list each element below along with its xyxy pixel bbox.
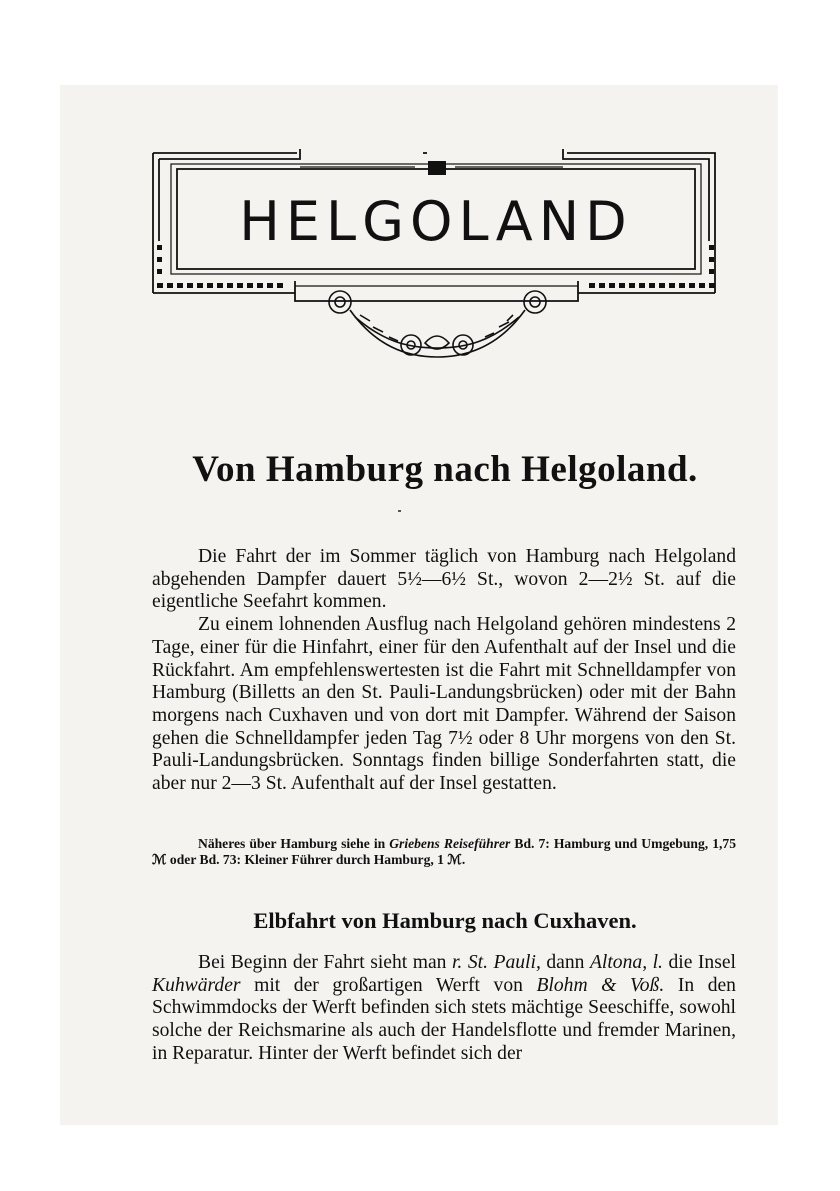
paragraph-1: Die Fahrt der im Sommer täglich von Hamburg nach Helgoland abgehenden Dampfer dauert 5½—6½ St., wovon 2—2½ St. auf die eigentliche Seefahrt kommen.	[152, 546, 736, 613]
paragraph-3-text	[152, 952, 736, 1066]
banner-title: HELGOLAND	[239, 190, 633, 253]
place-name: r. St. Pauli,	[451, 952, 541, 973]
section-title: Elbfahrt von Hamburg nach Cuxhaven.	[253, 908, 637, 933]
text-run: dann	[540, 952, 590, 973]
place-name: Kuhwärder	[152, 974, 241, 996]
paragraph-2: Zu einem lohnenden Ausflug nach Helgoland gehören mindestens 2 Tage, einer für die Hinfahrt, einer für den Aufenthalt auf der Insel und die Rückfahrt. Am empfehlenswertesten ist die Fahrt mit Schnelldampfer von Hamburg (Billetts an den St. Pauli-Landungsbrücken) oder mit der Bahn morgens nach Cuxhaven und von dort mit Dampfer. Während der Saison gehen die Schnelldampfer jeden Tag 7½ oder 8 Uhr morgens von den St. Pauli-Landungsbrücken. Sonntags finden billige Sonderfahrten statt, die aber nur 2—3 St. Aufenthalt auf der Insel gestatten.	[152, 614, 736, 795]
text-run: die Insel	[662, 952, 736, 973]
footnote	[152, 836, 736, 868]
footnote-text-2: Bd. 7: Hamburg und Umgebung, 1,75 ℳ oder Bd. 73: Kleiner Führer durch Hamburg, 1 ℳ.	[152, 836, 736, 867]
page-title: Von Hamburg nach Helgoland.	[192, 449, 698, 490]
paragraph-3	[152, 952, 736, 1066]
place-name: Altona, l.	[589, 952, 663, 973]
text-run: In den Schwimmdocks der Werft befinden sich stets mächtige Seeschiffe, sowohl solche der Reichsmarine als auch der Handelsflotte und fremder Marinen, in Reparatur. Hinter der Werft befindet sich der	[152, 974, 736, 1064]
decorative-header-frame	[145, 145, 730, 375]
separator-dot	[398, 510, 401, 512]
text-run: Bei Beginn der Fahrt sieht man	[198, 952, 452, 973]
place-name: Blohm & Voß.	[536, 974, 665, 996]
footnote-book-title: Griebens Reiseführer	[389, 836, 511, 851]
footnote-text-1: Näheres über Hamburg siehe in	[198, 836, 390, 851]
body-text	[152, 546, 736, 796]
text-run: mit der großartigen Werft von	[240, 974, 537, 996]
